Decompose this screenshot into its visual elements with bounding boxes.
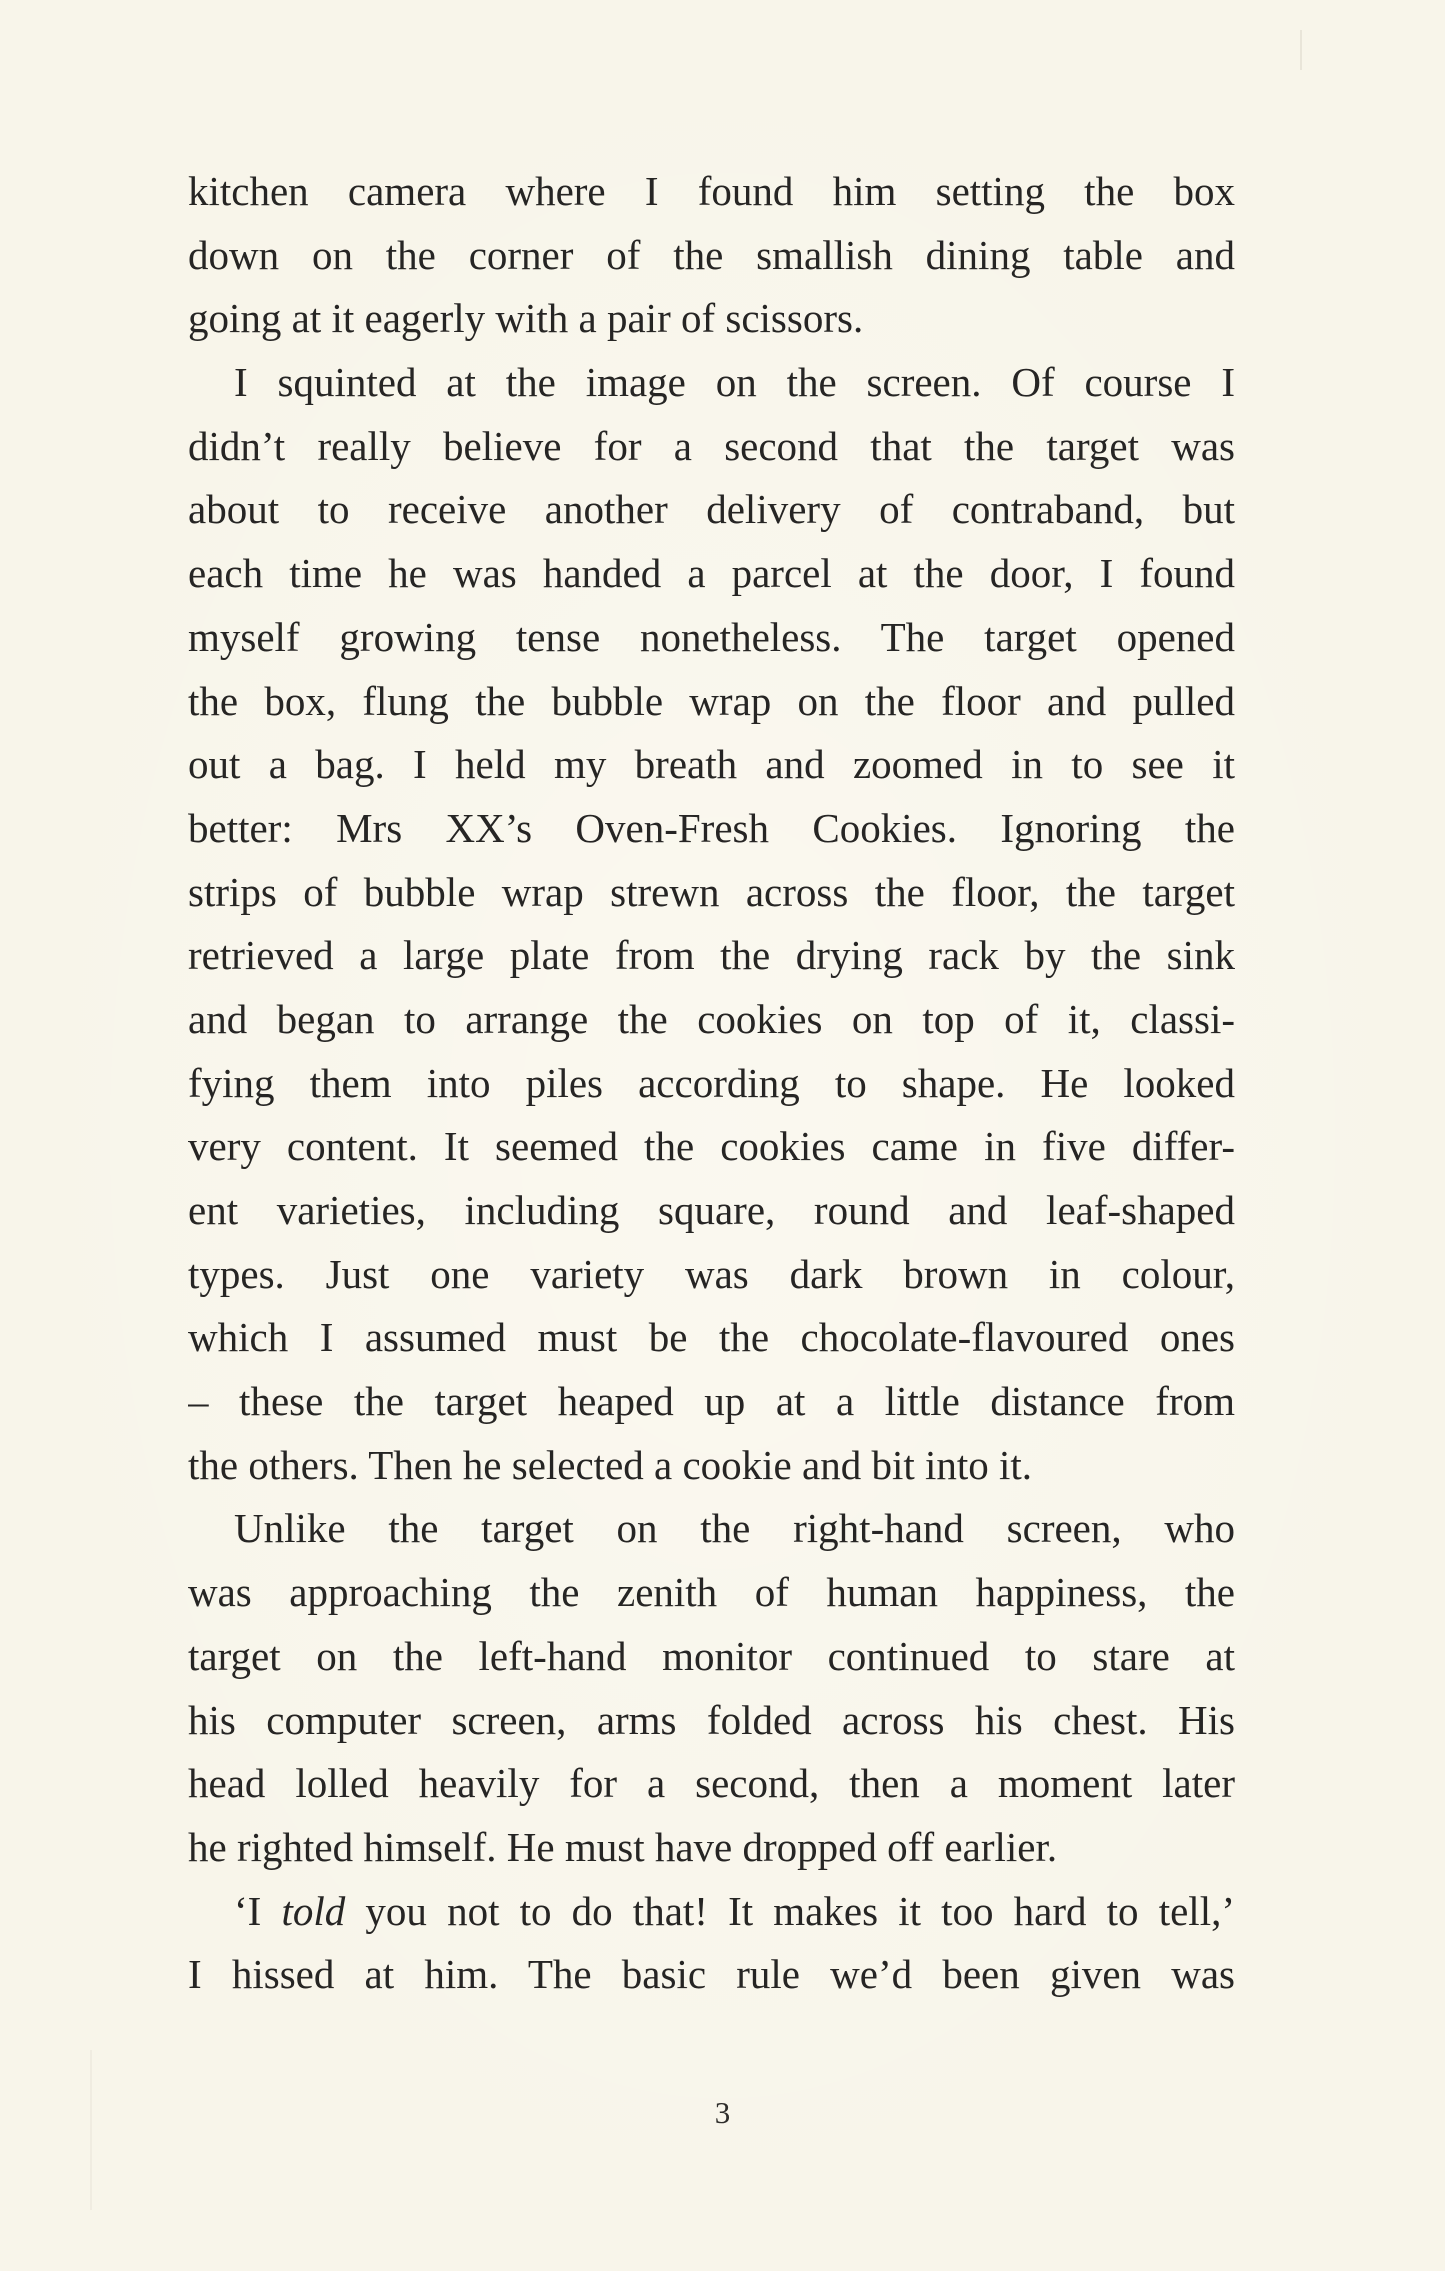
text-line: and began to arrange the cookies on top of it, classi- — [188, 995, 1235, 1042]
text-line: – these the target heaped up at a little distance from — [188, 1378, 1235, 1425]
text-line: myself growing tense nonetheless. The target opened — [188, 613, 1235, 660]
text-line: retrieved a large plate from the drying rack by the sink — [188, 932, 1235, 979]
text-line: was approaching the zenith of human happiness, the — [188, 1569, 1235, 1616]
text-line: I hissed at him. The basic rule we’d been given was — [188, 1951, 1235, 1998]
text-segment: you not to do that! It makes it too hard to tell,’ — [345, 1887, 1235, 1934]
text-line: about to receive another delivery of contraband, but — [188, 486, 1235, 533]
text-line: kitchen camera where I found him setting the box — [188, 168, 1235, 214]
text-line: head lolled heavily for a second, then a moment later — [188, 1760, 1235, 1807]
emphasis-word: told — [281, 1887, 346, 1934]
text-segment: ‘I — [234, 1887, 282, 1934]
text-line: ent varieties, including square, round and leaf-shaped — [188, 1187, 1235, 1233]
text-line: out a bag. I held my breath and zoomed in to see it — [188, 741, 1235, 788]
text-line: types. Just one variety was dark brown in colour, — [188, 1250, 1235, 1297]
text-line: fying them into piles according to shape. He looked — [188, 1059, 1235, 1106]
text-line — [188, 1880, 1235, 1944]
text-line: better: Mrs XX’s Oven-Fresh Cookies. Ignoring the — [188, 804, 1235, 851]
text-line: he righted himself. He must have dropped off earlier. — [188, 1823, 1058, 1870]
body-text — [188, 160, 1235, 2007]
text-line: Unlike the target on the right-hand screen, who — [234, 1505, 1235, 1552]
text-line: down on the corner of the smallish dining table and — [188, 231, 1235, 278]
text-line: didn’t really believe for a second that the target was — [188, 422, 1235, 469]
text-line: the box, flung the bubble wrap on the floor and pulled — [188, 677, 1235, 724]
text-line: strips of bubble wrap strewn across the floor, the target — [188, 868, 1235, 915]
text-line: the others. Then he selected a cookie and bit into it. — [188, 1441, 1033, 1488]
page-number: 3 — [714, 2095, 731, 2130]
page-edge-mark — [1300, 30, 1302, 70]
text-line: which I assumed must be the chocolate-flavoured ones — [188, 1314, 1235, 1361]
text-line: each time he was handed a parcel at the door, I found — [188, 550, 1235, 597]
text-line: target on the left-hand monitor continued to stare at — [188, 1632, 1235, 1679]
text-line: his computer screen, arms folded across his chest. His — [188, 1696, 1235, 1743]
text-line: very content. It seemed the cookies came in five differ- — [188, 1123, 1235, 1170]
text-line: going at it eagerly with a pair of scissors. — [188, 295, 864, 342]
text-line: I squinted at the image on the screen. Of course I — [234, 359, 1235, 406]
